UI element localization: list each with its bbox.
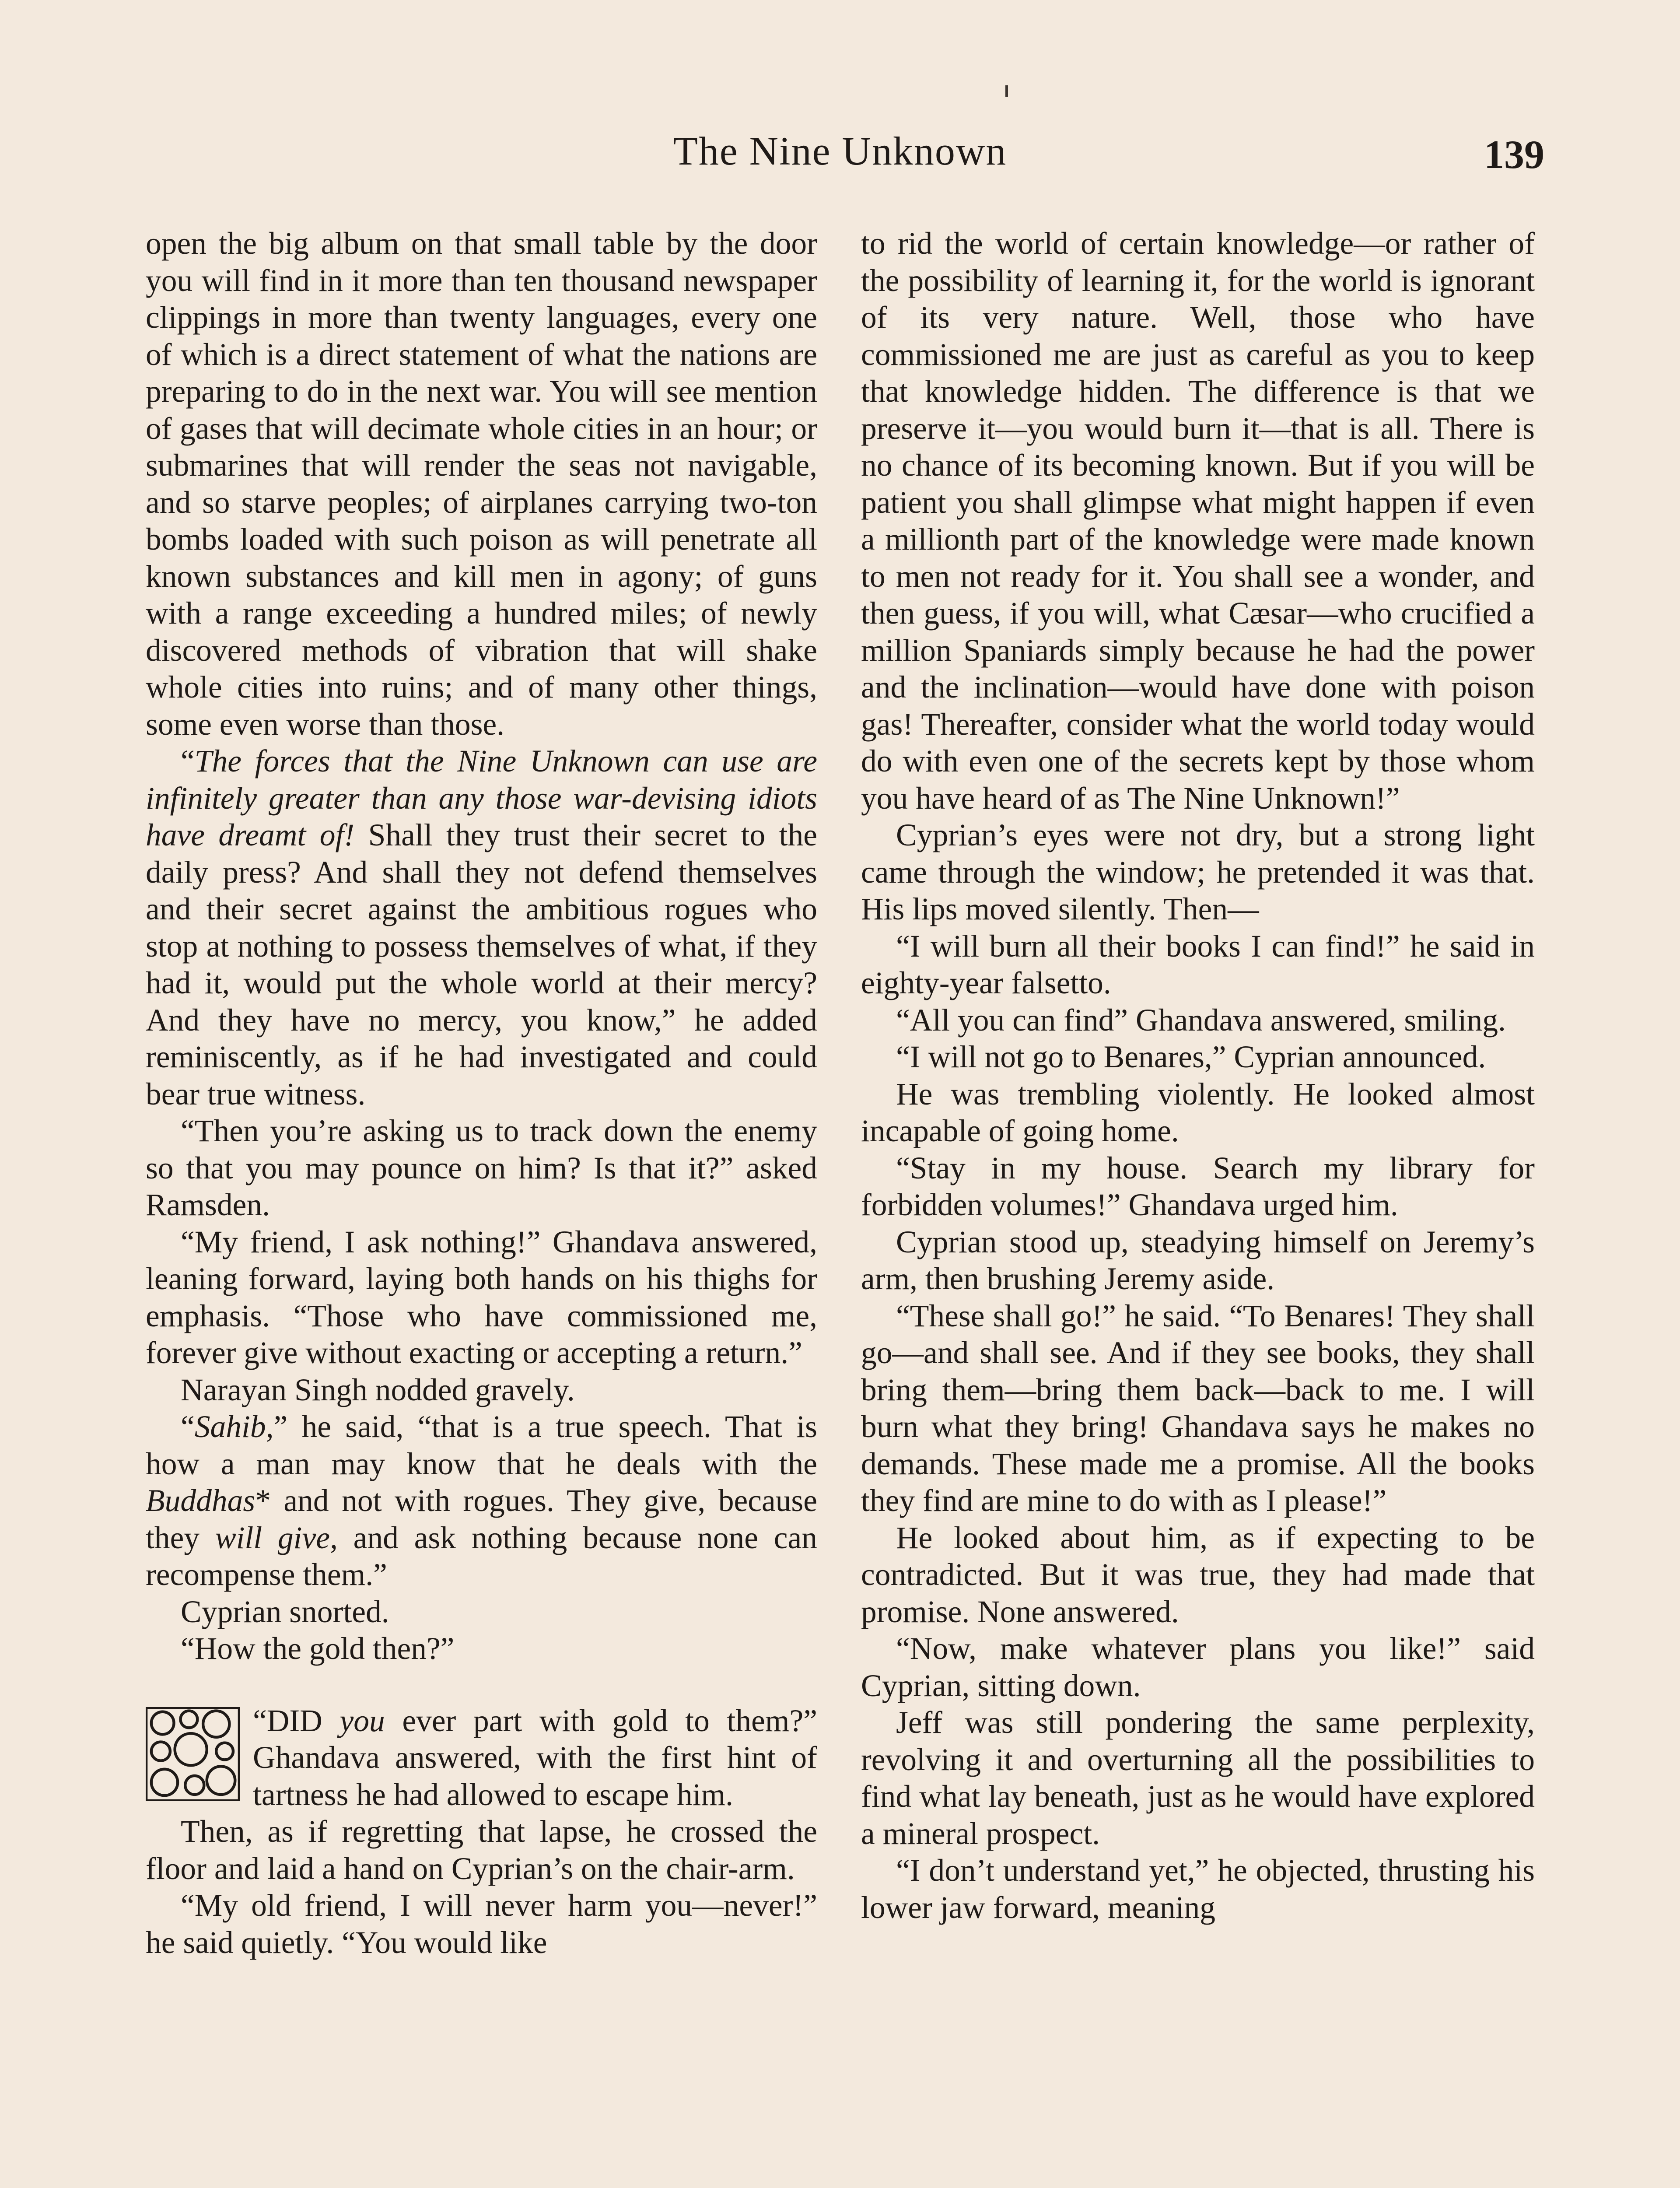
paragraph: “These shall go!” he said. “To Benares! They shall go—and shall see. And if they see books, they shall bring them—bring them back—back to me. I will burn what they bring! Ghandava says he makes no demands. These made me a promise. All the books they find are mine to do with as I please!” xyxy=(861,1298,1535,1518)
paragraph: “I will not go to Benares,” Cyprian announced. xyxy=(896,1040,1486,1074)
left-column xyxy=(146,225,817,1961)
paragraph: “I don’t understand yet,” he objected, thrusting his lower jaw forward, meaning xyxy=(861,1853,1535,1925)
paragraph: “Then you’re asking us to track down the enemy so that you may pounce on him? Is that it?” asked Ramsden. xyxy=(146,1114,817,1222)
italic-quote: The forces that the Nine Unknown can use are infinitely greater than any those war-devising idiots have dreamt of! xyxy=(146,744,817,852)
text-span: ever part with gold to them?” Ghandava answered, with the first hint of tartness he had allowed to escape him. xyxy=(253,1703,817,1812)
paragraph: He looked about him, as if expecting to be contradicted. But it was true, they had made that promise. None answered. xyxy=(861,1520,1535,1629)
italic-word: Sahib, xyxy=(194,1410,274,1444)
bubble-ornament-icon xyxy=(146,1707,240,1801)
right-column xyxy=(861,225,1535,1926)
text-span: “ xyxy=(181,1410,195,1444)
text-span: Shall they trust their secret to the daily press? And shall they not defend themselves and their secret against the ambitious rogues who stop at nothing to possess themselves of what, if they had it, would put the whole world at their mercy? And they have no mercy, you know,” he added reminiscently, as if he had investigated and could bear true witness. xyxy=(146,818,817,1112)
paragraph: Narayan Singh nodded gravely. xyxy=(181,1372,575,1407)
paragraph: He was trembling violently. He looked almost incapable of going home. xyxy=(861,1076,1535,1148)
paragraph: “I will burn all their books I can find!” he said in eighty-year falsetto. xyxy=(861,929,1535,1000)
paragraph xyxy=(146,1409,817,1594)
text-span: ” he said, “that is a true speech. That is how a man may know that he deals with the xyxy=(146,1410,817,1481)
paragraph: “My old friend, I will never harm you—never!” he said quietly. “You would like xyxy=(146,1888,817,1960)
paragraph: Then, as if regretting that lapse, he crossed the floor and laid a hand on Cyprian’s on the chair-arm. xyxy=(146,1814,817,1886)
paragraph: Cyprian’s eyes were not dry, but a strong light came through the window; he pretended it was that. His lips moved silently. Then— xyxy=(861,818,1535,926)
paragraph: “All you can find” Ghandava answered, smiling. xyxy=(896,1003,1506,1038)
paragraph: Jeff was still pondering the same perplexity, revolving it and overturning all the possibilities to find what lay beneath, just as he would have explored a mineral prospect. xyxy=(861,1705,1535,1851)
page-number: 139 xyxy=(1484,132,1544,177)
paragraph: “Stay in my house. Search my library for forbidden volumes!” Ghandava urged him. xyxy=(861,1150,1535,1222)
paragraph: “How the gold then?” xyxy=(181,1631,455,1666)
paragraph: “Now, make whatever plans you like!” said Cyprian, sitting down. xyxy=(861,1631,1535,1703)
paragraph: to rid the world of certain knowledge—or rather of the possibility of learning it, for the world is ignorant of its very nature. Well, those who have commissioned me are just as careful as you to keep that knowledge hidden. The difference is that we preserve it—you would burn it—that is all. There is no chance of its becoming known. But if you will be patient you shall glimpse what might happen if even a millionth part of the knowledge were made known to men not ready for it. You shall see a wonder, and then guess, if you will, what Cæsar—who crucified a million Spaniards simply because he had the power and the inclination—would have done with poison gas! Thereafter, consider what the world today would do with even one of the secrets kept by those whom you have heard of as The Nine Unknown!” xyxy=(861,226,1535,816)
italic-word: you xyxy=(340,1703,385,1738)
text-span: “DID xyxy=(253,1703,340,1738)
paragraph xyxy=(146,743,817,1113)
text-span: * and not with rogues. They give, because they xyxy=(146,1483,817,1555)
paragraph: “My friend, I ask nothing!” Ghandava answered, leaning forward, laying both hands on his thighs for emphasis. “Those who have commissioned me, forever give without exacting or accepting a return.” xyxy=(146,1224,817,1370)
paragraph xyxy=(146,1703,817,1814)
text-span: “ xyxy=(181,744,195,778)
text-span: and ask nothing because none can recompense them.” xyxy=(146,1520,817,1592)
italic-word: will give, xyxy=(215,1520,338,1555)
paragraph: Cyprian stood up, steadying himself on Jeremy’s arm, then brushing Jeremy aside. xyxy=(861,1224,1535,1296)
italic-word: Buddhas xyxy=(146,1483,256,1518)
paragraph: Cyprian snorted. xyxy=(181,1594,389,1629)
paragraph: open the big album on that small table by the door you will find in it more than ten thousand newspaper clippings in more than twenty languages, every one of which is a direct statement of what the nations are preparing to do in the next war. You will see mention of gases that will decimate whole cities in an hour; or submarines that will render the seas not navigable, and so starve peoples; of airplanes carrying two-ton bombs loaded with such poison as will penetrate all known substances and kill men in agony; of guns with a range exceeding a hundred miles; of newly discovered methods of vibration that will shake whole cities into ruins; and of many other things, some even worse than those. xyxy=(146,226,817,742)
print-mark xyxy=(1005,85,1008,97)
running-title: The Nine Unknown xyxy=(673,129,1007,173)
